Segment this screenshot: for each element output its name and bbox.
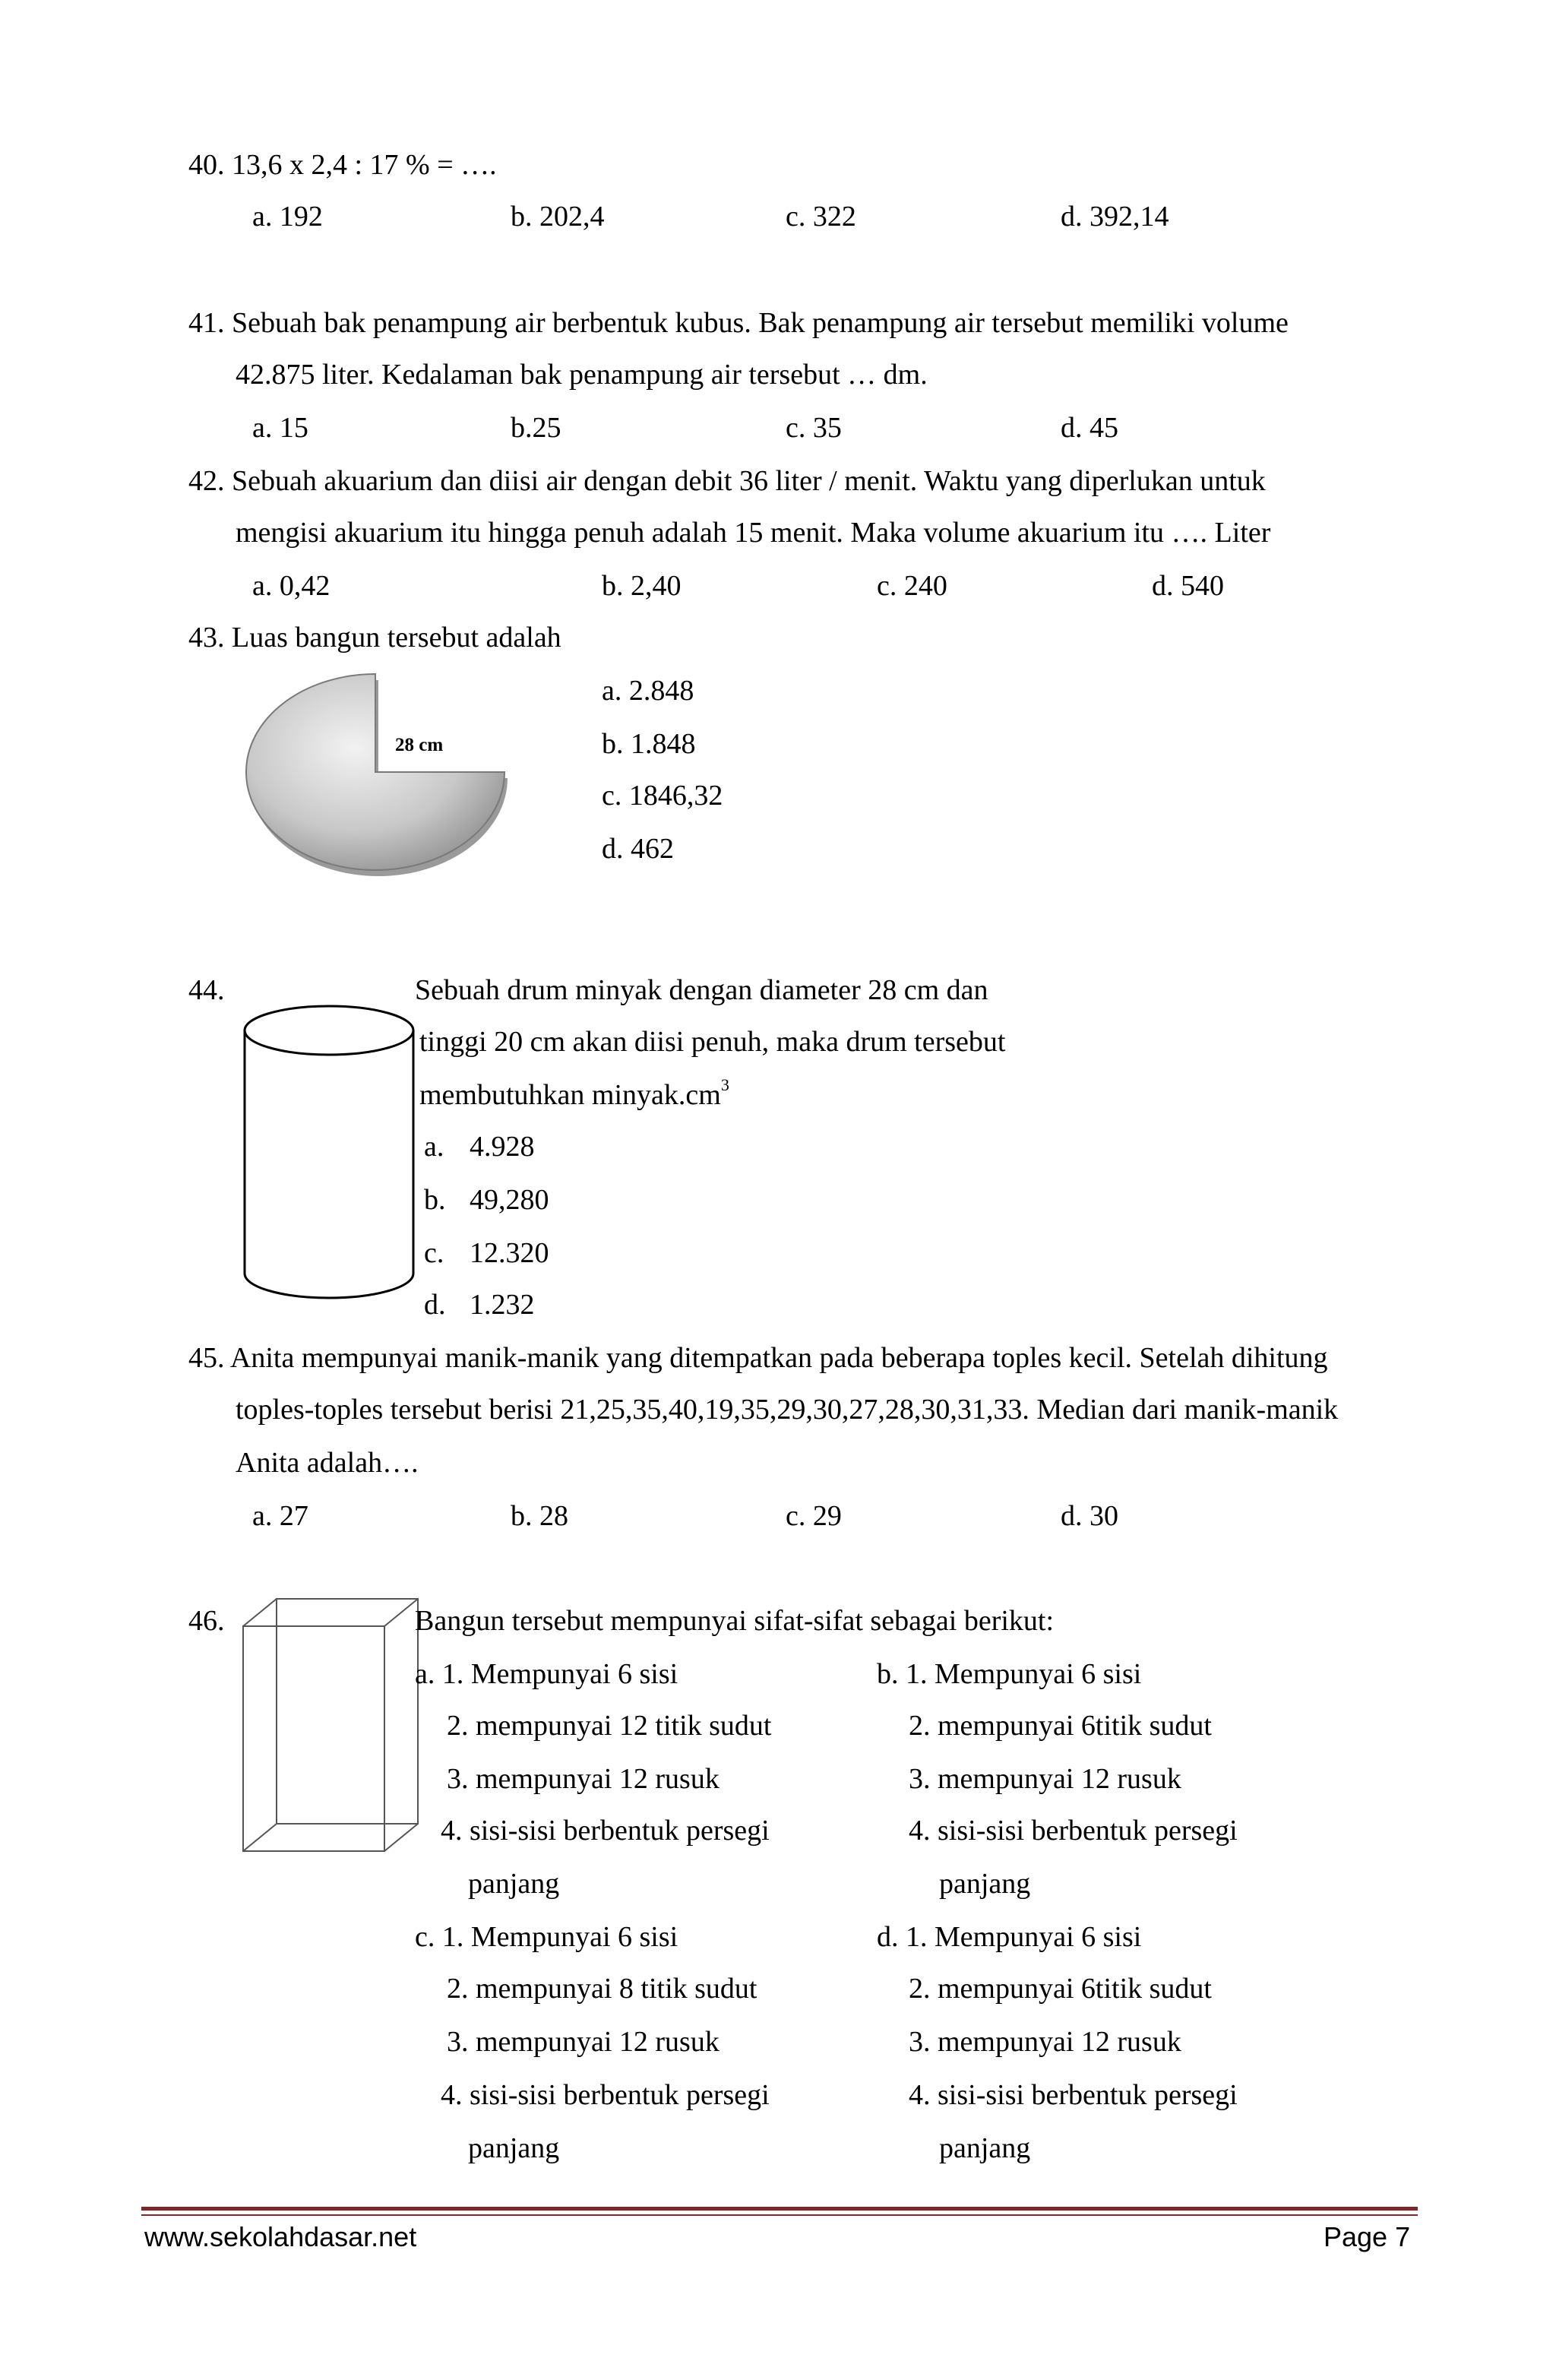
q46-option-b-line2: 2. mempunyai 6titik sudut <box>909 1710 1212 1742</box>
q46-question: Bangun tersebut mempunyai sifat-sifat sebagai berikut: <box>415 1605 1055 1637</box>
q42-option-a: a. 0,42 <box>252 570 330 602</box>
q41-option-c: c. 35 <box>786 412 842 444</box>
q44-unit-superscript: 3 <box>720 1075 729 1094</box>
three-quarter-circle-shape <box>246 674 504 870</box>
q42-option-b: b. 2,40 <box>602 570 682 602</box>
q46-option-d-line5: panjang <box>939 2132 1031 2164</box>
q41-option-b: b.25 <box>511 412 561 444</box>
q46-option-c-line1: c. 1. Mempunyai 6 sisi <box>415 1921 678 1953</box>
q44-option-d: 1.232 <box>470 1289 535 1321</box>
q44-line3 <box>419 1075 729 1111</box>
q44-option-c-letter: c. <box>424 1237 444 1269</box>
cylinder-top <box>245 1006 413 1055</box>
q44-option-b: 49,280 <box>470 1184 549 1216</box>
footer-rule <box>141 2207 1418 2211</box>
q46-option-d-line4: 4. sisi-sisi berbentuk persegi <box>909 2079 1238 2111</box>
q42-line2: mengisi akuarium itu hingga penuh adalah 15 menit. Maka volume akuarium itu …. Liter <box>236 517 1271 549</box>
q44-option-d-letter: d. <box>424 1289 446 1321</box>
q43-option-c: c. 1846,32 <box>602 780 723 812</box>
q46-option-d-line2: 2. mempunyai 6titik sudut <box>909 1973 1212 2005</box>
three-quarter-circle-figure <box>236 667 517 880</box>
q44-line3-text: membutuhkan minyak.cm <box>419 1079 721 1111</box>
q43-option-b: b. 1.848 <box>602 728 696 760</box>
q44-number: 44. <box>188 974 225 1006</box>
q46-option-b-line5: panjang <box>939 1868 1031 1900</box>
footer-website: www.sekolahdasar.net <box>144 2221 417 2252</box>
q46-option-c-line2: 2. mempunyai 8 titik sudut <box>447 1973 757 2005</box>
q44-option-a-letter: a. <box>424 1131 444 1163</box>
q45-line3: Anita adalah…. <box>236 1447 419 1479</box>
footer-rule-thin <box>141 2214 1418 2216</box>
q45-option-c: c. 29 <box>786 1500 842 1532</box>
q44-line1: Sebuah drum minyak dengan diameter 28 cm dan <box>415 974 988 1006</box>
q46-option-a-line1: a. 1. Mempunyai 6 sisi <box>415 1658 678 1690</box>
cylinder-body <box>245 1030 413 1298</box>
q43-option-d: d. 462 <box>602 833 674 865</box>
q44-option-a: 4.928 <box>470 1131 535 1163</box>
q45-line2: toples-toples tersebut berisi 21,25,35,40,19,35,29,30,27,28,30,31,33. Median dari manik-manik <box>236 1394 1339 1426</box>
footer-page-number: Page 7 <box>1324 2221 1411 2252</box>
q46-option-c-line4: 4. sisi-sisi berbentuk persegi <box>441 2079 770 2111</box>
q46-option-c-line3: 3. mempunyai 12 rusuk <box>447 2026 719 2058</box>
q44-line2: tinggi 20 cm akan diisi penuh, maka drum tersebut <box>419 1026 1006 1058</box>
q46-option-b-line3: 3. mempunyai 12 rusuk <box>909 1763 1181 1795</box>
q40-option-a: a. 192 <box>252 201 323 233</box>
q43-option-a: a. 2.848 <box>602 675 694 707</box>
q40-question: 40. 13,6 x 2,4 : 17 % = …. <box>188 149 497 181</box>
q45-option-b: b. 28 <box>511 1500 568 1532</box>
q46-option-b-line1: b. 1. Mempunyai 6 sisi <box>877 1658 1142 1690</box>
q41-option-d: d. 45 <box>1061 412 1118 444</box>
q46-option-b-line4: 4. sisi-sisi berbentuk persegi <box>909 1815 1238 1847</box>
q46-option-a-line2: 2. mempunyai 12 titik sudut <box>447 1710 772 1742</box>
q45-option-d: d. 30 <box>1061 1500 1118 1532</box>
cuboid-edges <box>243 1599 418 1851</box>
q44-option-b-letter: b. <box>424 1184 446 1216</box>
q45-option-a: a. 27 <box>252 1500 308 1532</box>
q46-number: 46. <box>188 1605 225 1637</box>
q42-option-c: c. 240 <box>877 570 947 602</box>
q46-option-a-line5: panjang <box>468 1868 560 1900</box>
q41-line1: 41. Sebuah bak penampung air berbentuk kubus. Bak penampung air tersebut memiliki volume <box>188 307 1289 339</box>
q46-option-a-line4: 4. sisi-sisi berbentuk persegi <box>441 1815 770 1847</box>
q45-line1: 45. Anita mempunyai manik-manik yang ditempatkan pada beberapa toples kecil. Setelah dihitung <box>188 1342 1328 1374</box>
q46-option-d-line3: 3. mempunyai 12 rusuk <box>909 2026 1181 2058</box>
cuboid-figure <box>240 1596 422 1859</box>
cylinder-figure <box>240 1000 418 1304</box>
q46-option-a-line3: 3. mempunyai 12 rusuk <box>447 1763 719 1795</box>
q46-option-d-line1: d. 1. Mempunyai 6 sisi <box>877 1921 1142 1953</box>
q42-option-d: d. 540 <box>1152 570 1224 602</box>
q43-question: 43. Luas bangun tersebut adalah <box>188 622 561 654</box>
q41-line2: 42.875 liter. Kedalaman bak penampung air tersebut … dm. <box>236 359 928 391</box>
q42-line1: 42. Sebuah akuarium dan diisi air dengan debit 36 liter / menit. Waktu yang diperlukan untuk <box>188 465 1266 497</box>
q44-option-c: 12.320 <box>470 1237 549 1269</box>
q41-option-a: a. 15 <box>252 412 308 444</box>
q40-option-b: b. 202,4 <box>511 201 605 233</box>
q40-option-d: d. 392,14 <box>1061 201 1169 233</box>
figure-radius-label: 28 cm <box>395 735 444 755</box>
q46-option-c-line5: panjang <box>468 2132 560 2164</box>
q40-option-c: c. 322 <box>786 201 856 233</box>
